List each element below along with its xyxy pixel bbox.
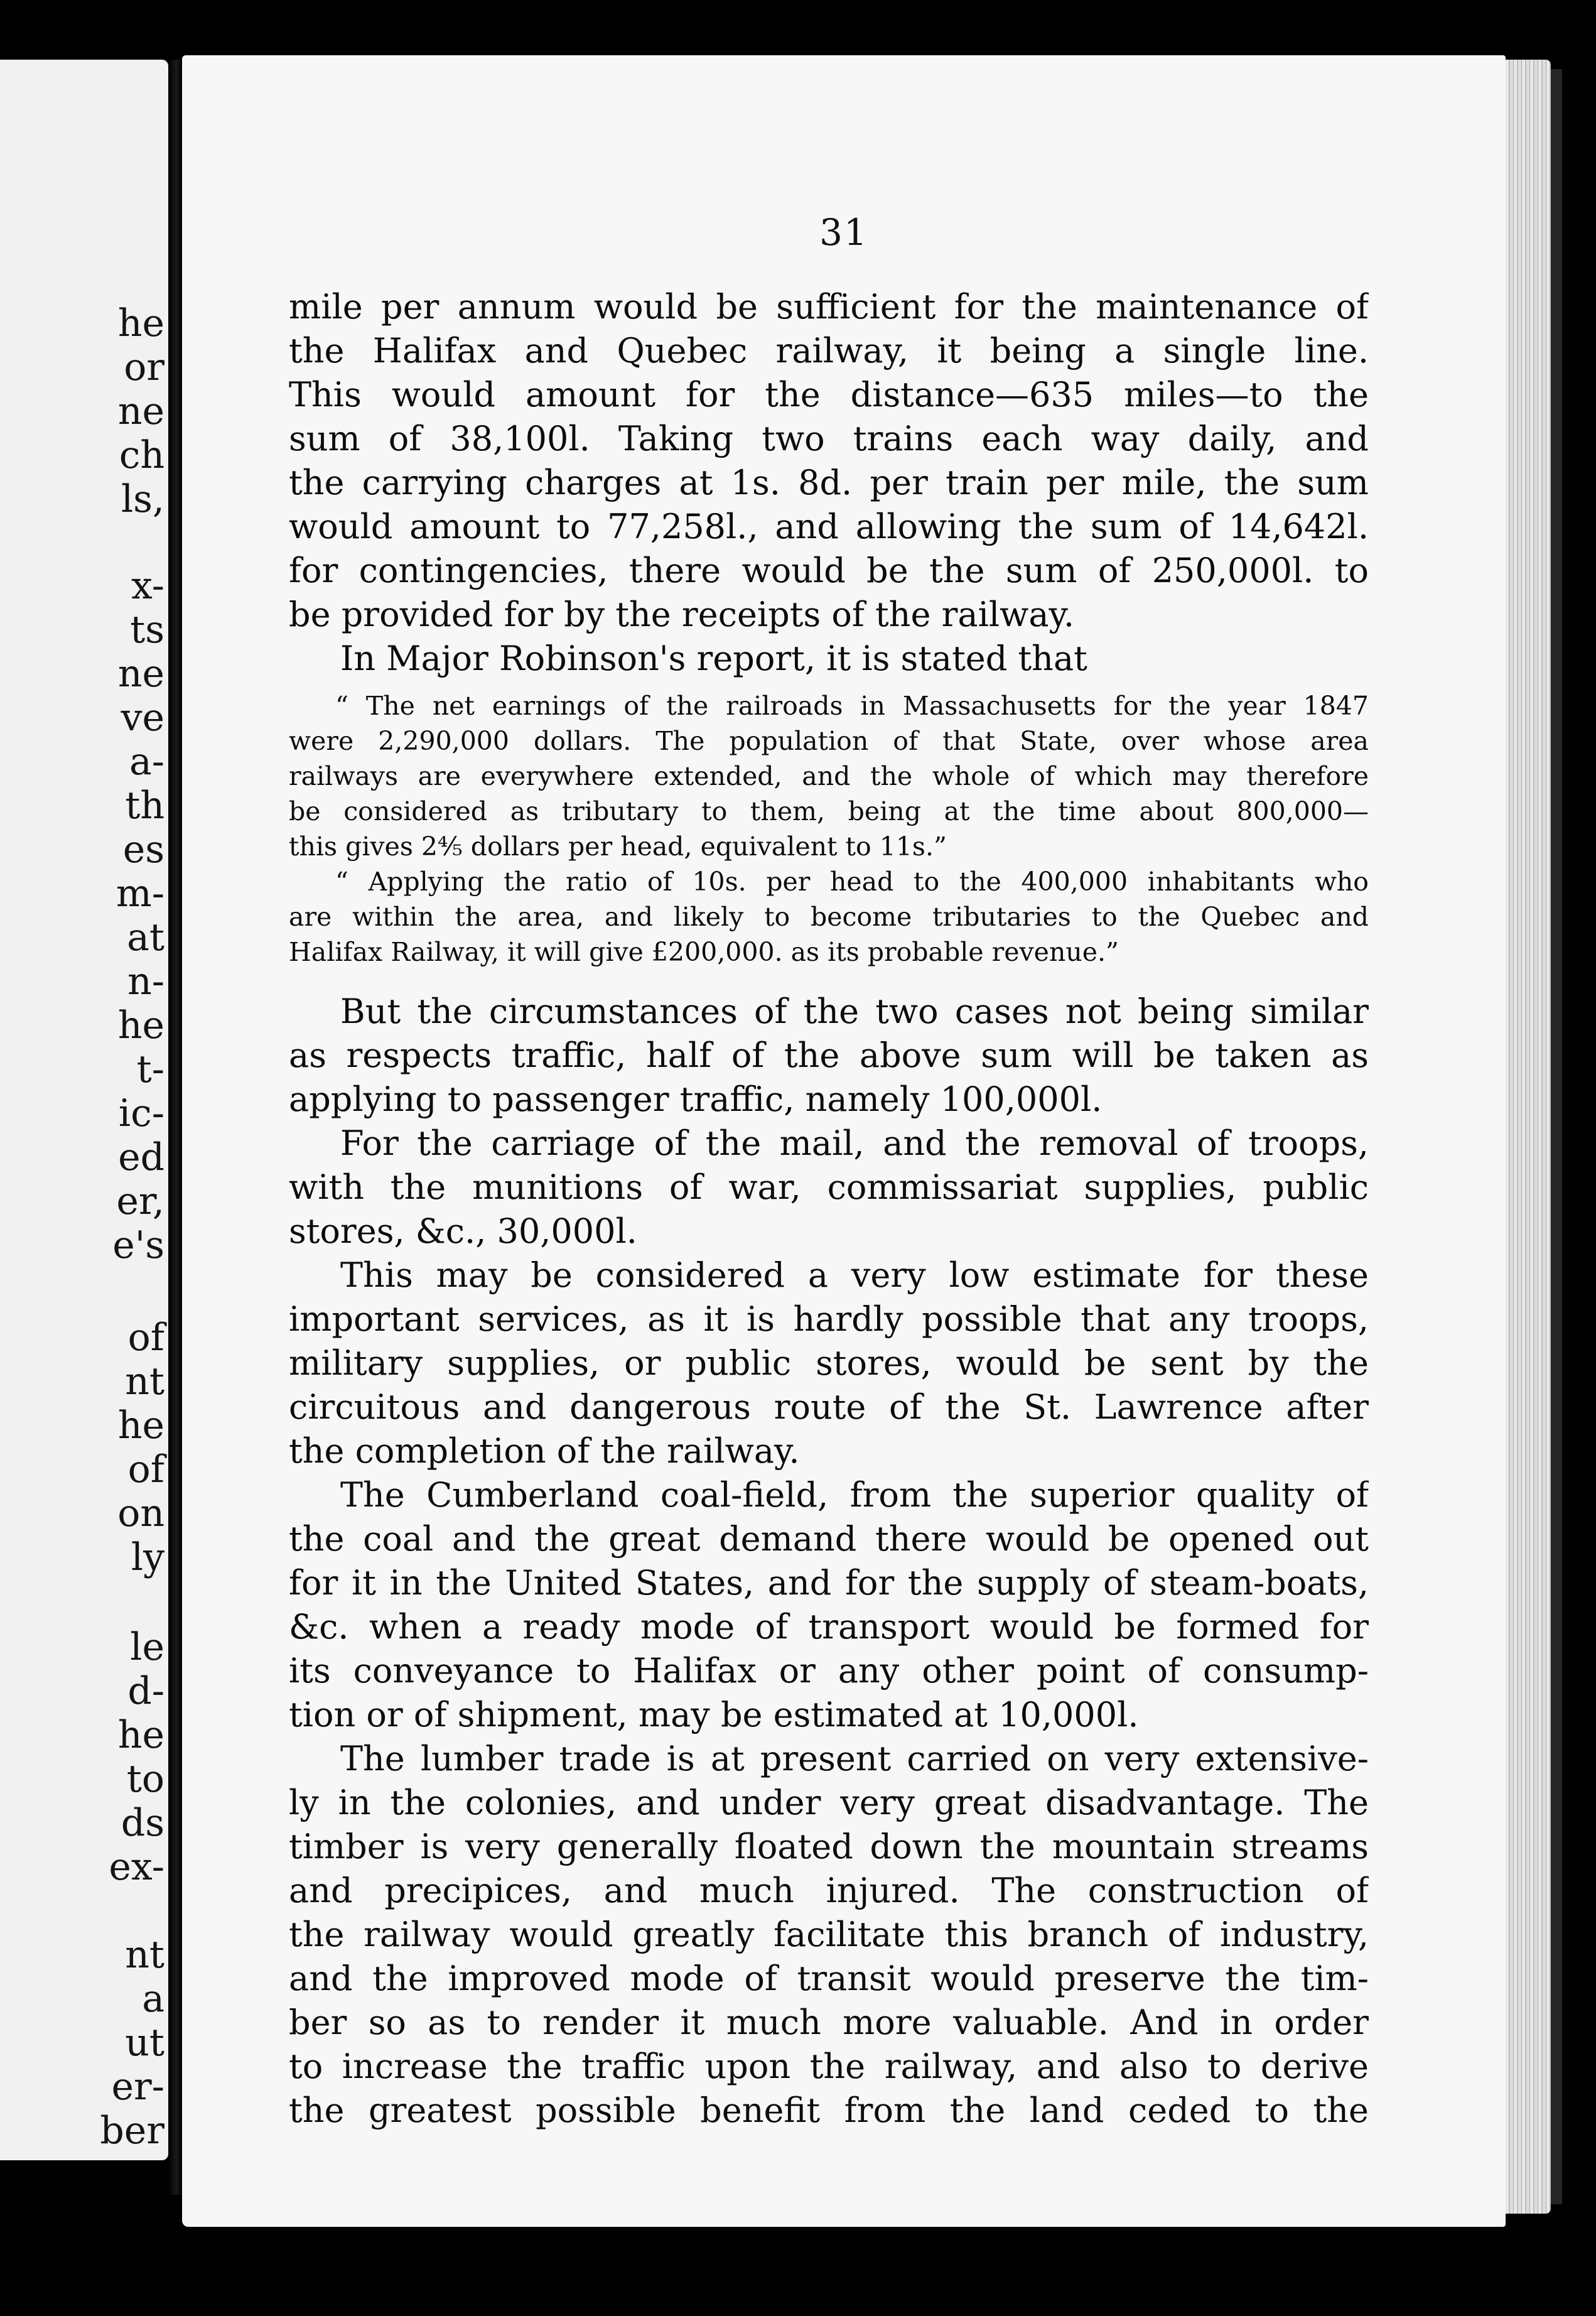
text-line: ber so as to render it much more valuable. And in order [289,2003,1369,2042]
text-line: would amount to 77,258l., and allowing the sum of 14,642l. [289,507,1369,546]
left-fragment: he [117,1004,164,1047]
left-fragment: ber [100,2109,164,2153]
text-line: the carrying charges at 1s. 8d. per train per mile, the sum [289,463,1369,502]
left-fragment: er, [116,1179,164,1223]
page-stack-edge [1506,60,1551,2214]
left-fragment: es [122,828,164,872]
left-fragment: a- [129,740,164,784]
book-gutter [168,60,182,2195]
left-fragment: ne [117,652,164,696]
text-line: tion or of shipment, may be estimated at 10,000l. [289,1695,1139,1734]
text-line: the greatest possible benefit from the land ceded to the [289,2091,1369,2130]
left-fragment: or [124,345,164,389]
left-fragment: a [142,1977,164,2021]
text-line: be provided for by the receipts of the railway. [289,595,1075,634]
text-line: circuitous and dangerous route of the St. Lawrence after [289,1387,1369,1427]
text-line: and precipices, and much injured. The construction of [289,1871,1369,1910]
text-line: the completion of the railway. [289,1431,800,1471]
left-fragment: on [117,1491,164,1535]
left-fragment: nt [125,1360,164,1404]
page-31 [182,55,1506,2227]
text-line: mile per annum would be sufficient for the maintenance of [289,287,1369,327]
quote-line: were 2,290,000 dollars. The population of that State, over whose area [289,726,1369,756]
text-line: military supplies, or public stores, would be sent by the [289,1343,1369,1383]
text-line: its conveyance to Halifax or any other point of consump- [289,1651,1369,1691]
left-fragment: he [117,1404,164,1447]
quote-line: Halifax Railway, it will give £200,000. as its probable revenue.” [289,937,1119,967]
text-line: stores, &c., 30,000l. [289,1211,637,1251]
text-line: important services, as it is hardly possible that any troops, [289,1299,1369,1339]
left-fragment: ed [118,1135,164,1179]
text-line: timber is very generally floated down the mountain streams [289,1827,1369,1866]
text-line: as respects traffic, half of the above sum will be taken as [289,1036,1369,1075]
text-line: This would amount for the distance—635 miles—to the [289,375,1369,414]
left-fragment: le [130,1625,164,1669]
text-line: ly in the colonies, and under very great disadvantage. The [289,1783,1369,1822]
book-cover-edge [1551,69,1562,2204]
left-fragment: of [127,1316,164,1360]
left-fragment: e's [112,1223,164,1267]
text-line: The lumber trade is at present carried on very extensive- [340,1739,1369,1778]
text-line: for it in the United States, and for the supply of steam-boats, [289,1563,1369,1603]
text-line: for contingencies, there would be the sum of 250,000l. to [289,551,1369,590]
left-fragment: he [117,301,164,345]
text-line: the coal and the great demand there would be opened out [289,1519,1369,1559]
text-line: to increase the traffic upon the railway, and also to derive [289,2047,1369,2086]
left-fragment: to [126,1757,164,1801]
text-line: &c. when a ready mode of transport would be formed for [289,1607,1369,1647]
left-fragment: ex- [109,1845,164,1889]
text-line: In Major Robinson's report, it is stated that [340,639,1087,678]
left-fragment: nt [125,1933,164,1977]
left-fragment: d- [127,1669,164,1713]
quote-line: “ The net earnings of the railroads in Massachusetts for the year 1847 [335,691,1369,721]
text-line: This may be considered a very low estimate for these [340,1255,1369,1295]
text-line: with the munitions of war, commissariat supplies, public [289,1167,1369,1207]
previous-page-edge [0,60,168,2160]
text-line: The Cumberland coal-field, from the superior quality of [340,1475,1369,1515]
text-line: applying to passenger traffic, namely 100,000l. [289,1080,1103,1119]
text-line: sum of 38,100l. Taking two trains each way daily, and [289,419,1369,458]
left-fragment: ls, [121,477,164,521]
left-fragment: at [127,916,164,960]
left-fragment: x- [131,564,164,608]
text-line: the railway would greatly facilitate this branch of industry, [289,1915,1369,1954]
text-line: and the improved mode of transit would preserve the tim- [289,1959,1369,1998]
left-fragment: m- [116,872,164,916]
left-fragment: er- [111,2065,164,2109]
left-fragment: ds [121,1801,164,1845]
left-fragment: th [125,784,164,828]
left-fragment: he [117,1713,164,1757]
left-fragment: ne [117,389,164,433]
page-number: 31 [819,211,868,254]
left-fragment: ut [125,2021,164,2065]
quote-line: be considered as tributary to them, being at the time about 800,000— [289,796,1369,826]
left-fragment: t- [136,1047,164,1091]
left-fragment: ly [131,1535,164,1579]
left-fragment: ic- [118,1091,164,1135]
quote-line: this gives 2⅘ dollars per head, equivalent to 11s.” [289,831,947,862]
text-line: But the circumstances of the two cases not being similar [340,992,1369,1031]
left-fragment: ch [119,433,164,477]
left-fragment: n- [127,960,164,1004]
quote-line: railways are everywhere extended, and the whole of which may therefore [289,761,1369,791]
quote-line: are within the area, and likely to become tributaries to the Quebec and [289,902,1369,932]
text-line: the Halifax and Quebec railway, it being a single line. [289,331,1369,371]
text-line: For the carriage of the mail, and the removal of troops, [340,1123,1369,1163]
quote-line: “ Applying the ratio of 10s. per head to the 400,000 inhabitants who [335,867,1369,897]
left-fragment: ts [130,608,164,652]
left-fragment: of [127,1447,164,1491]
left-fragment: ve [121,696,164,740]
